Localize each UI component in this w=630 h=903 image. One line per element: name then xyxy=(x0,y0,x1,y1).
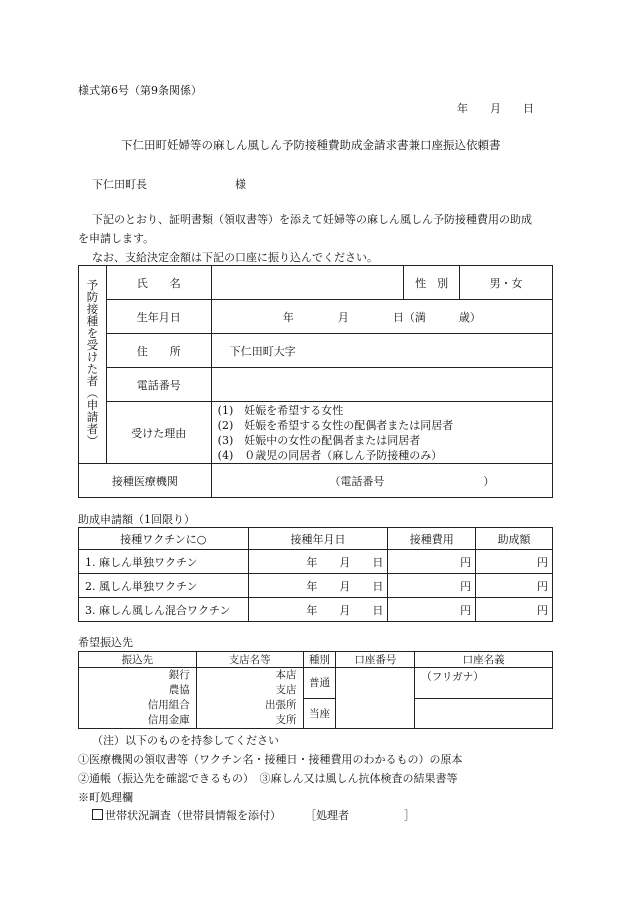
bank-table xyxy=(78,651,553,729)
notes-heading: （注）以下のものを持参してください xyxy=(92,734,279,747)
header-type: 種別 xyxy=(303,652,336,668)
intro-line-1: 下記のとおり、証明書類（領収書等）を添えて妊婦等の麻しん風しん予防接種費用の助成 xyxy=(92,213,532,226)
header-institution: 振込先 xyxy=(79,652,197,668)
dob-field[interactable]: 年 月 日（満 歳） xyxy=(211,300,552,334)
intro-line-3: なお、支給決定金額は下記の口座に振り込んでください。 xyxy=(92,251,378,264)
table-row xyxy=(79,550,553,574)
gender-label: 性 別 xyxy=(404,266,460,300)
handler-field[interactable]: ［処理者 ］ xyxy=(305,809,415,822)
addressee: 下仁田町長 様 xyxy=(92,178,246,191)
form-title: 下仁田町妊婦等の麻しん風しん予防接種費助成金請求書兼口座振込依頼書 xyxy=(121,138,501,152)
branch-sub-office: 出張所 xyxy=(265,699,297,711)
cost-cell[interactable]: 円 xyxy=(388,550,476,574)
clinic-label: 接種医療機関 xyxy=(79,464,212,498)
applicant-side-label xyxy=(79,266,107,464)
cost-cell[interactable]: 円 xyxy=(388,574,476,598)
date-cell[interactable]: 年 月 日 xyxy=(248,574,388,598)
vaccine-cell[interactable]: 3. 麻しん風しん混合ワクチン xyxy=(79,598,249,622)
institution-bank: 銀行 xyxy=(168,669,190,681)
subsidy-table xyxy=(78,527,553,622)
date-cell[interactable]: 年 月 日 xyxy=(248,598,388,622)
household-checkbox[interactable] xyxy=(92,809,103,820)
bank-heading: 希望振込先 xyxy=(78,636,133,649)
office-heading: ※町処理欄 xyxy=(78,791,133,804)
gender-field[interactable]: 男・女 xyxy=(460,266,553,300)
reason-item: (4) ０歳児の同居者（麻しん予防接種のみ） xyxy=(217,448,443,462)
branch-sub-branch: 支所 xyxy=(275,714,297,726)
vaccine-cell[interactable]: 2. 風しん単独ワクチン xyxy=(79,574,249,598)
branch-options[interactable] xyxy=(196,668,303,729)
address-field[interactable]: 下仁田町大字 xyxy=(211,334,552,368)
account-holder-field[interactable] xyxy=(415,698,553,729)
reason-item: (2) 妊娠を希望する女性の配偶者または同居者 xyxy=(217,418,454,432)
cost-cell[interactable]: 円 xyxy=(388,598,476,622)
branch-main: 本店 xyxy=(275,669,297,681)
furigana-field[interactable]: （フリガナ） xyxy=(415,668,553,699)
institution-shinkin: 信用金庫 xyxy=(147,714,190,726)
type-ordinary[interactable]: 普通 xyxy=(303,668,336,699)
header-cost: 接種費用 xyxy=(388,528,476,550)
phone-field[interactable] xyxy=(211,368,552,402)
header-date: 接種年月日 xyxy=(248,528,388,550)
phone-label: 電話番号 xyxy=(106,368,211,402)
name-field[interactable] xyxy=(211,266,404,300)
subsidy-heading: 助成申請額（1回限り） xyxy=(78,513,195,526)
header-amount: 助成額 xyxy=(476,528,553,550)
clinic-field[interactable]: （電話番号 ） xyxy=(211,464,552,498)
account-number-field[interactable] xyxy=(336,668,415,729)
table-row xyxy=(79,574,553,598)
amount-cell[interactable]: 円 xyxy=(476,550,553,574)
amount-cell[interactable]: 円 xyxy=(476,598,553,622)
type-checking[interactable]: 当座 xyxy=(303,698,336,729)
header-account-holder: 口座名義 xyxy=(415,652,553,668)
notes-item-1: ①医療機関の領収書等（ワクチン名・接種日・接種費用のわかるもの）の原本 xyxy=(78,753,463,766)
reason-item: (3) 妊娠中の女性の配偶者または同居者 xyxy=(217,433,421,447)
table-row xyxy=(79,598,553,622)
branch-branch: 支店 xyxy=(275,684,297,696)
intro-line-2: を申請します。 xyxy=(78,232,155,245)
date-line: 年 月 日 xyxy=(457,102,534,115)
form-number: 様式第6号（第9条関係） xyxy=(78,84,202,97)
institution-credit-union: 信用組合 xyxy=(147,699,190,711)
reason-label: 受けた理由 xyxy=(106,402,211,464)
date-cell[interactable]: 年 月 日 xyxy=(248,550,388,574)
amount-cell[interactable]: 円 xyxy=(476,574,553,598)
office-row xyxy=(92,807,415,823)
reason-list xyxy=(211,402,552,464)
name-label: 氏 名 xyxy=(106,266,211,300)
notes-item-2: ②通帳（振込先を確認できるもの） ③麻しん又は風しん抗体検査の結果書等 xyxy=(78,772,458,785)
header-account-number: 口座番号 xyxy=(336,652,415,668)
reason-item: (1) 妊娠を希望する女性 xyxy=(217,403,344,417)
address-label: 住 所 xyxy=(106,334,211,368)
dob-label: 生年月日 xyxy=(106,300,211,334)
applicant-side-text: 予防接種を受けた者（申請者） xyxy=(85,279,100,447)
institution-options[interactable] xyxy=(79,668,197,729)
household-check-label: 世帯状況調査（世帯員情報を添付） xyxy=(105,809,281,822)
applicant-table xyxy=(78,265,553,498)
vaccine-cell[interactable]: 1. 麻しん単独ワクチン xyxy=(79,550,249,574)
header-vaccine: 接種ワクチンに○ xyxy=(79,528,249,550)
header-branch: 支店名等 xyxy=(196,652,303,668)
institution-ja: 農協 xyxy=(168,684,190,696)
